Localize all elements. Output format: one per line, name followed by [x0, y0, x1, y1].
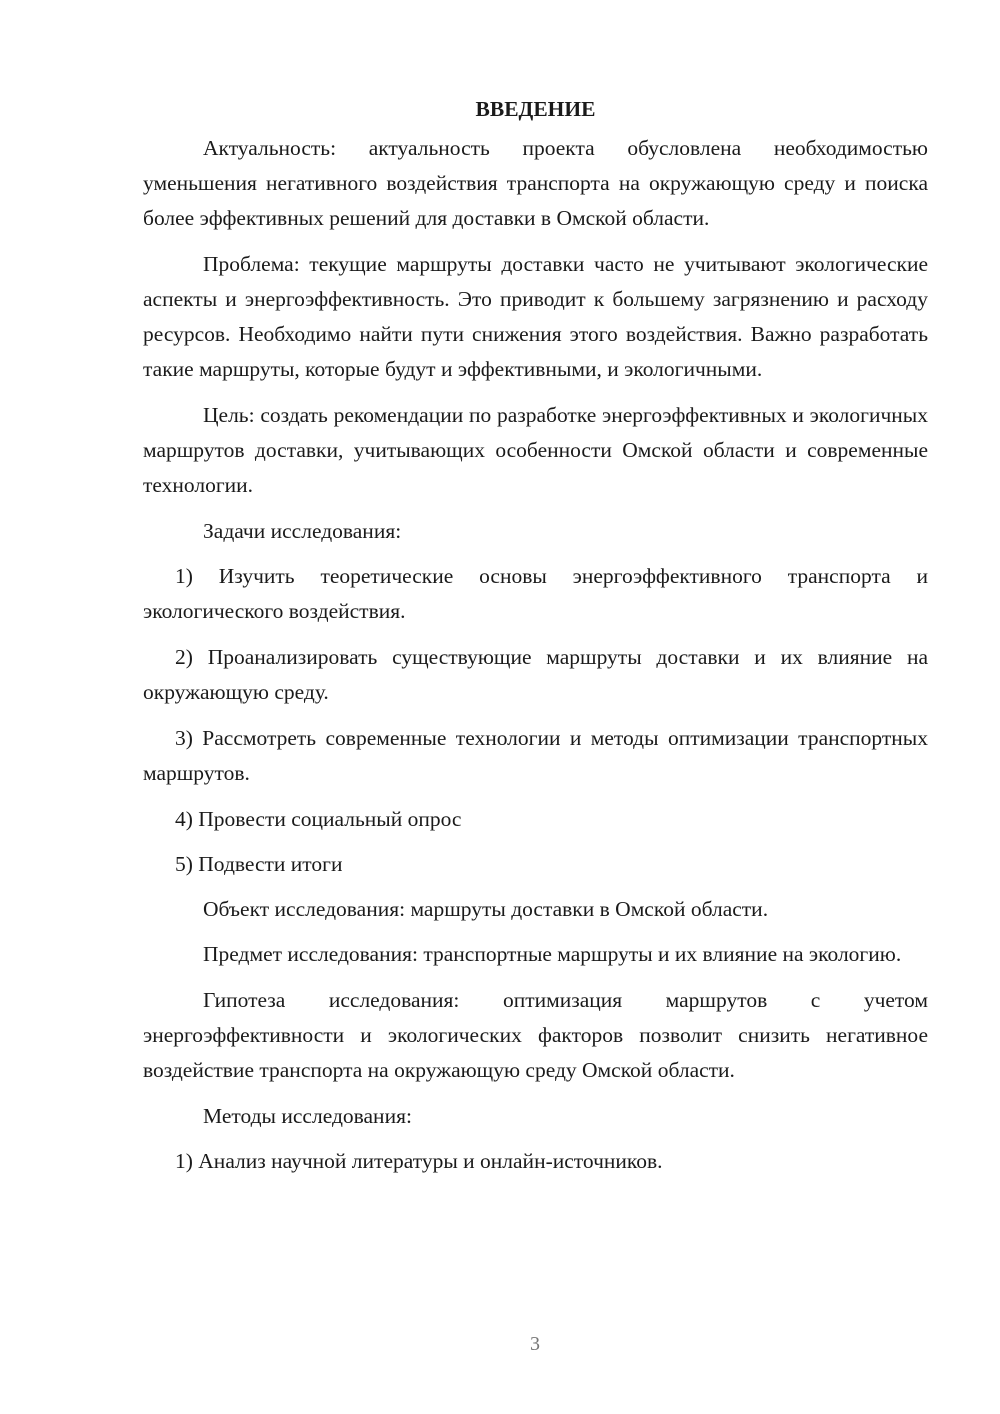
relevance-paragraph: Актуальность: актуальность проекта обусловлена необходимостью уменьшения негативного воздействия транспорта на окружающую среду и поиска более эффективных решений для доставки в Омской области.: [143, 136, 928, 230]
page-title: ВВЕДЕНИЕ: [475, 97, 596, 121]
object-paragraph: Объект исследования: маршруты доставки в Омской области.: [203, 897, 769, 921]
methods-title: Методы исследования:: [203, 1104, 412, 1128]
page-number: 3: [530, 1333, 540, 1355]
task-item: 2) Проанализировать существующие маршруты доставки и их влияние на окружающую среду.: [143, 645, 928, 704]
problem-paragraph: Проблема: текущие маршруты доставки часто не учитывают экологические аспекты и энергоэффективность. Это приводит к большему загрязнению и расходу ресурсов. Необходимо найти пути снижения этого воздействия. Важно разработать такие маршруты, которые будут и эффективными, и экологичными.: [143, 252, 928, 381]
hypothesis-paragraph: Гипотеза исследования: оптимизация маршрутов с учетом энергоэффективности и экологических факторов позволит снизить негативное воздействие транспорта на окружающую среду Омской области.: [143, 988, 928, 1082]
tasks-title: Задачи исследования:: [203, 519, 402, 543]
task-item: 1) Изучить теоретические основы энергоэффективного транспорта и экологического воздействия.: [143, 564, 928, 623]
task-item: 5) Подвести итоги: [175, 852, 343, 876]
document-body: [143, 92, 928, 1189]
method-item: 1) Анализ научной литературы и онлайн-источников.: [175, 1149, 663, 1173]
subject-paragraph: Предмет исследования: транспортные маршруты и их влияние на экологию.: [203, 942, 902, 966]
task-item: 4) Провести социальный опрос: [175, 807, 462, 831]
goal-paragraph: Цель: создать рекомендации по разработке энергоэффективных и экологичных маршрутов доставки, учитывающих особенности Омской области и современные технологии.: [143, 403, 928, 497]
task-item: 3) Рассмотреть современные технологии и методы оптимизации транспортных маршрутов.: [143, 726, 928, 785]
